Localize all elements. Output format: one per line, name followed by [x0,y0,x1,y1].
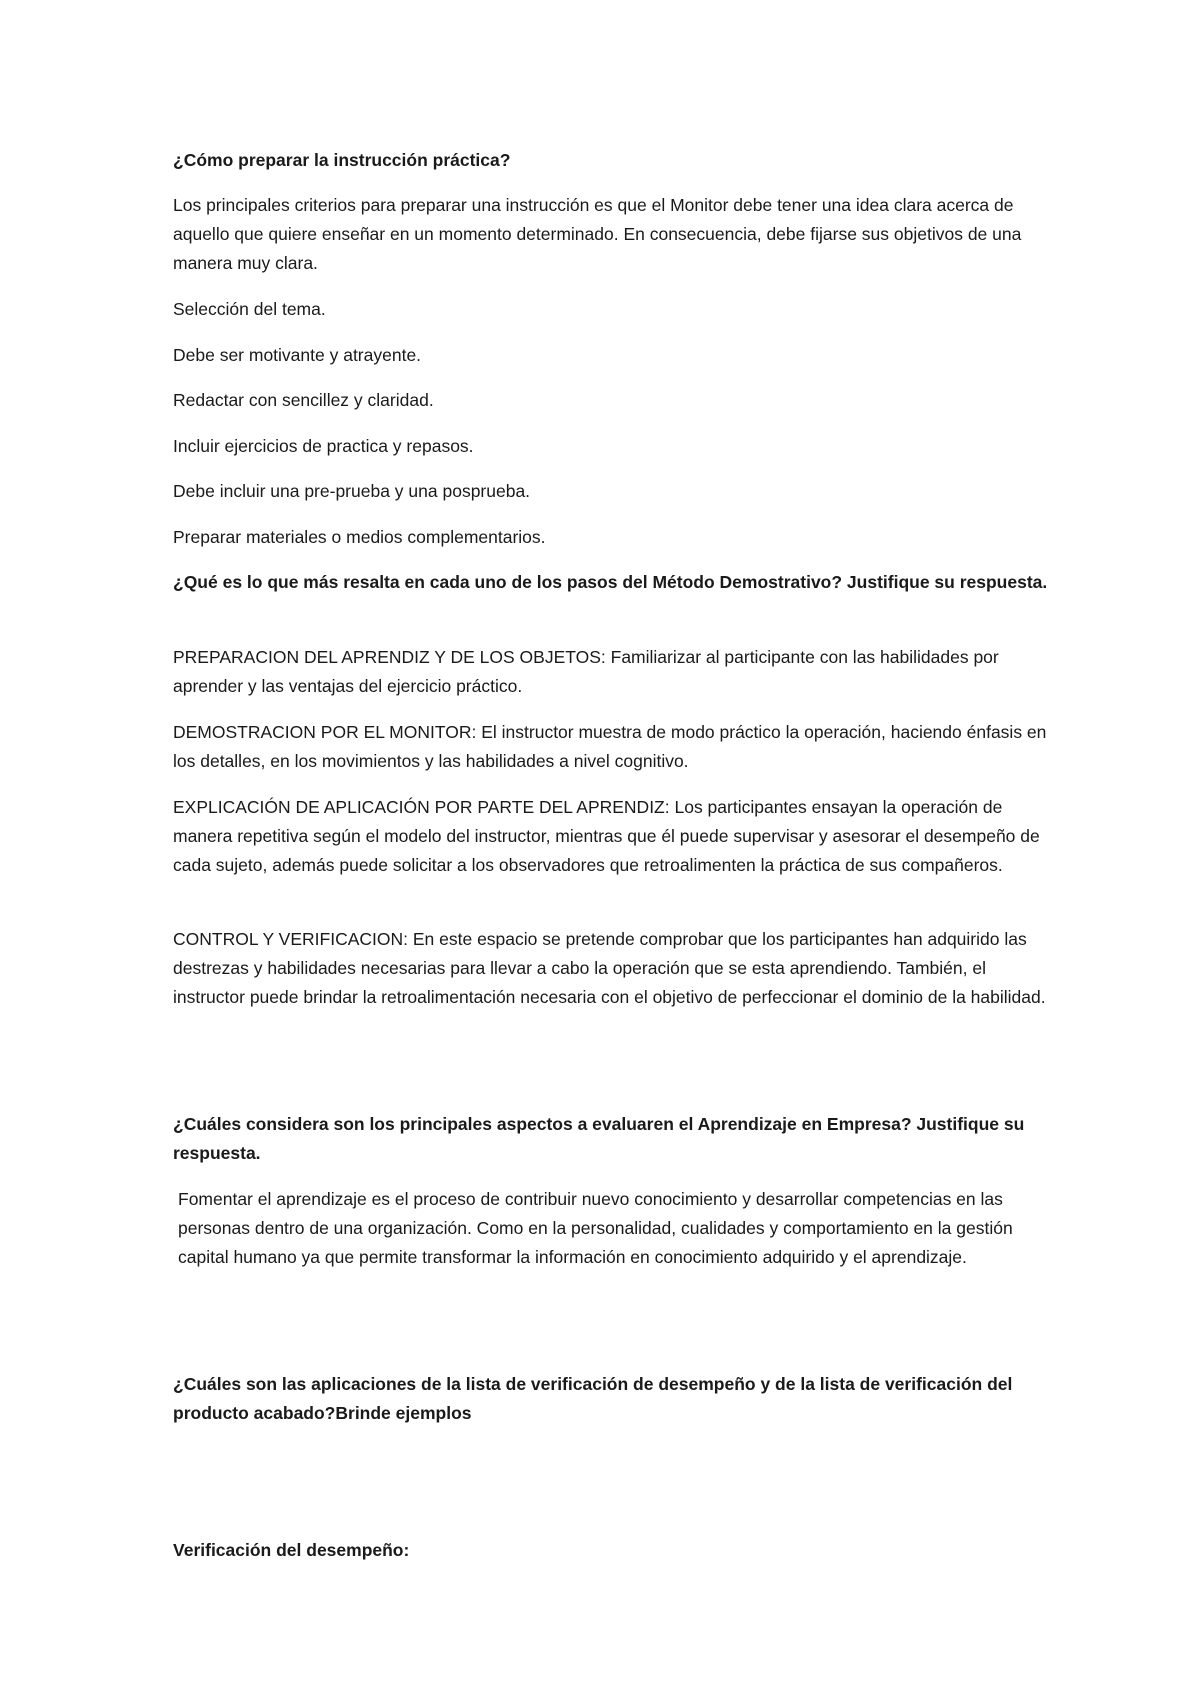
question-heading-4: ¿Cuáles son las aplicaciones de la lista de verificación de desempeño y de la lista de verificación del producto acabado?Brinde ejemplos [173,1374,1013,1423]
list-item: Debe incluir una pre-prueba y una posprueba. [173,481,531,501]
list-item: Incluir ejercicios de practica y repasos. [173,436,474,456]
answer-paragraph-3: Fomentar el aprendizaje es el proceso de contribuir nuevo conocimiento y desarrollar competencias en las personas dentro de una organización. Como en la personalidad, cualidades y comportamiento en la gestión capital humano ya que permite transformar la información en conocimiento adquirido y el aprendizaje. [178,1189,1013,1267]
question-heading-3: ¿Cuáles considera son los principales aspectos a evaluaren el Aprendizaje en Empresa? Justifique su respuesta. [173,1114,1025,1163]
answer-paragraph-1: Los principales criterios para preparar una instrucción es que el Monitor debe tener una idea clara acerca de aquello que quiere enseñar en un momento determinado. En consecuencia, debe fijarse sus objetivos de una manera muy clara. [173,195,1022,273]
answer-paragraph-2d: CONTROL Y VERIFICACION: En este espacio se pretende comprobar que los participantes han adquirido las destrezas y habilidades necesarias para llevar a cabo la operación que se esta aprendiendo. También, el instructor puede brindar la retroalimentación necesaria con el objetivo de perfeccionar el dominio de la habilidad. [173,929,1046,1007]
list-item: Debe ser motivante y atrayente. [173,345,422,365]
subheading: Verificación del desempeño: [173,1540,410,1560]
list-item: Preparar materiales o medios complementarios. [173,527,546,547]
question-heading-1: ¿Cómo preparar la instrucción práctica? [173,150,511,170]
question-heading-2: ¿Qué es lo que más resalta en cada uno de los pasos del Método Demostrativo? Justifique su respuesta. [173,572,1048,592]
answer-paragraph-2c: EXPLICACIÓN DE APLICACIÓN POR PARTE DEL APRENDIZ: Los participantes ensayan la operación de manera repetitiva según el modelo del instructor, mientras que él puede supervisar y asesorar el desempeño de cada sujeto, además puede solicitar a los observadores que retroalimenten la práctica de sus compañeros. [173,797,1040,875]
list-item: Redactar con sencillez y claridad. [173,390,434,410]
answer-paragraph-2a: PREPARACION DEL APRENDIZ Y DE LOS OBJETOS: Familiarizar al participante con las habilidades por aprender y las ventajas del ejercicio práctico. [173,647,999,696]
answer-paragraph-2b: DEMOSTRACION POR EL MONITOR: El instructor muestra de modo práctico la operación, haciendo énfasis en los detalles, en los movimientos y las habilidades a nivel cognitivo. [173,722,1047,771]
list-item: Selección del tema. [173,299,326,319]
